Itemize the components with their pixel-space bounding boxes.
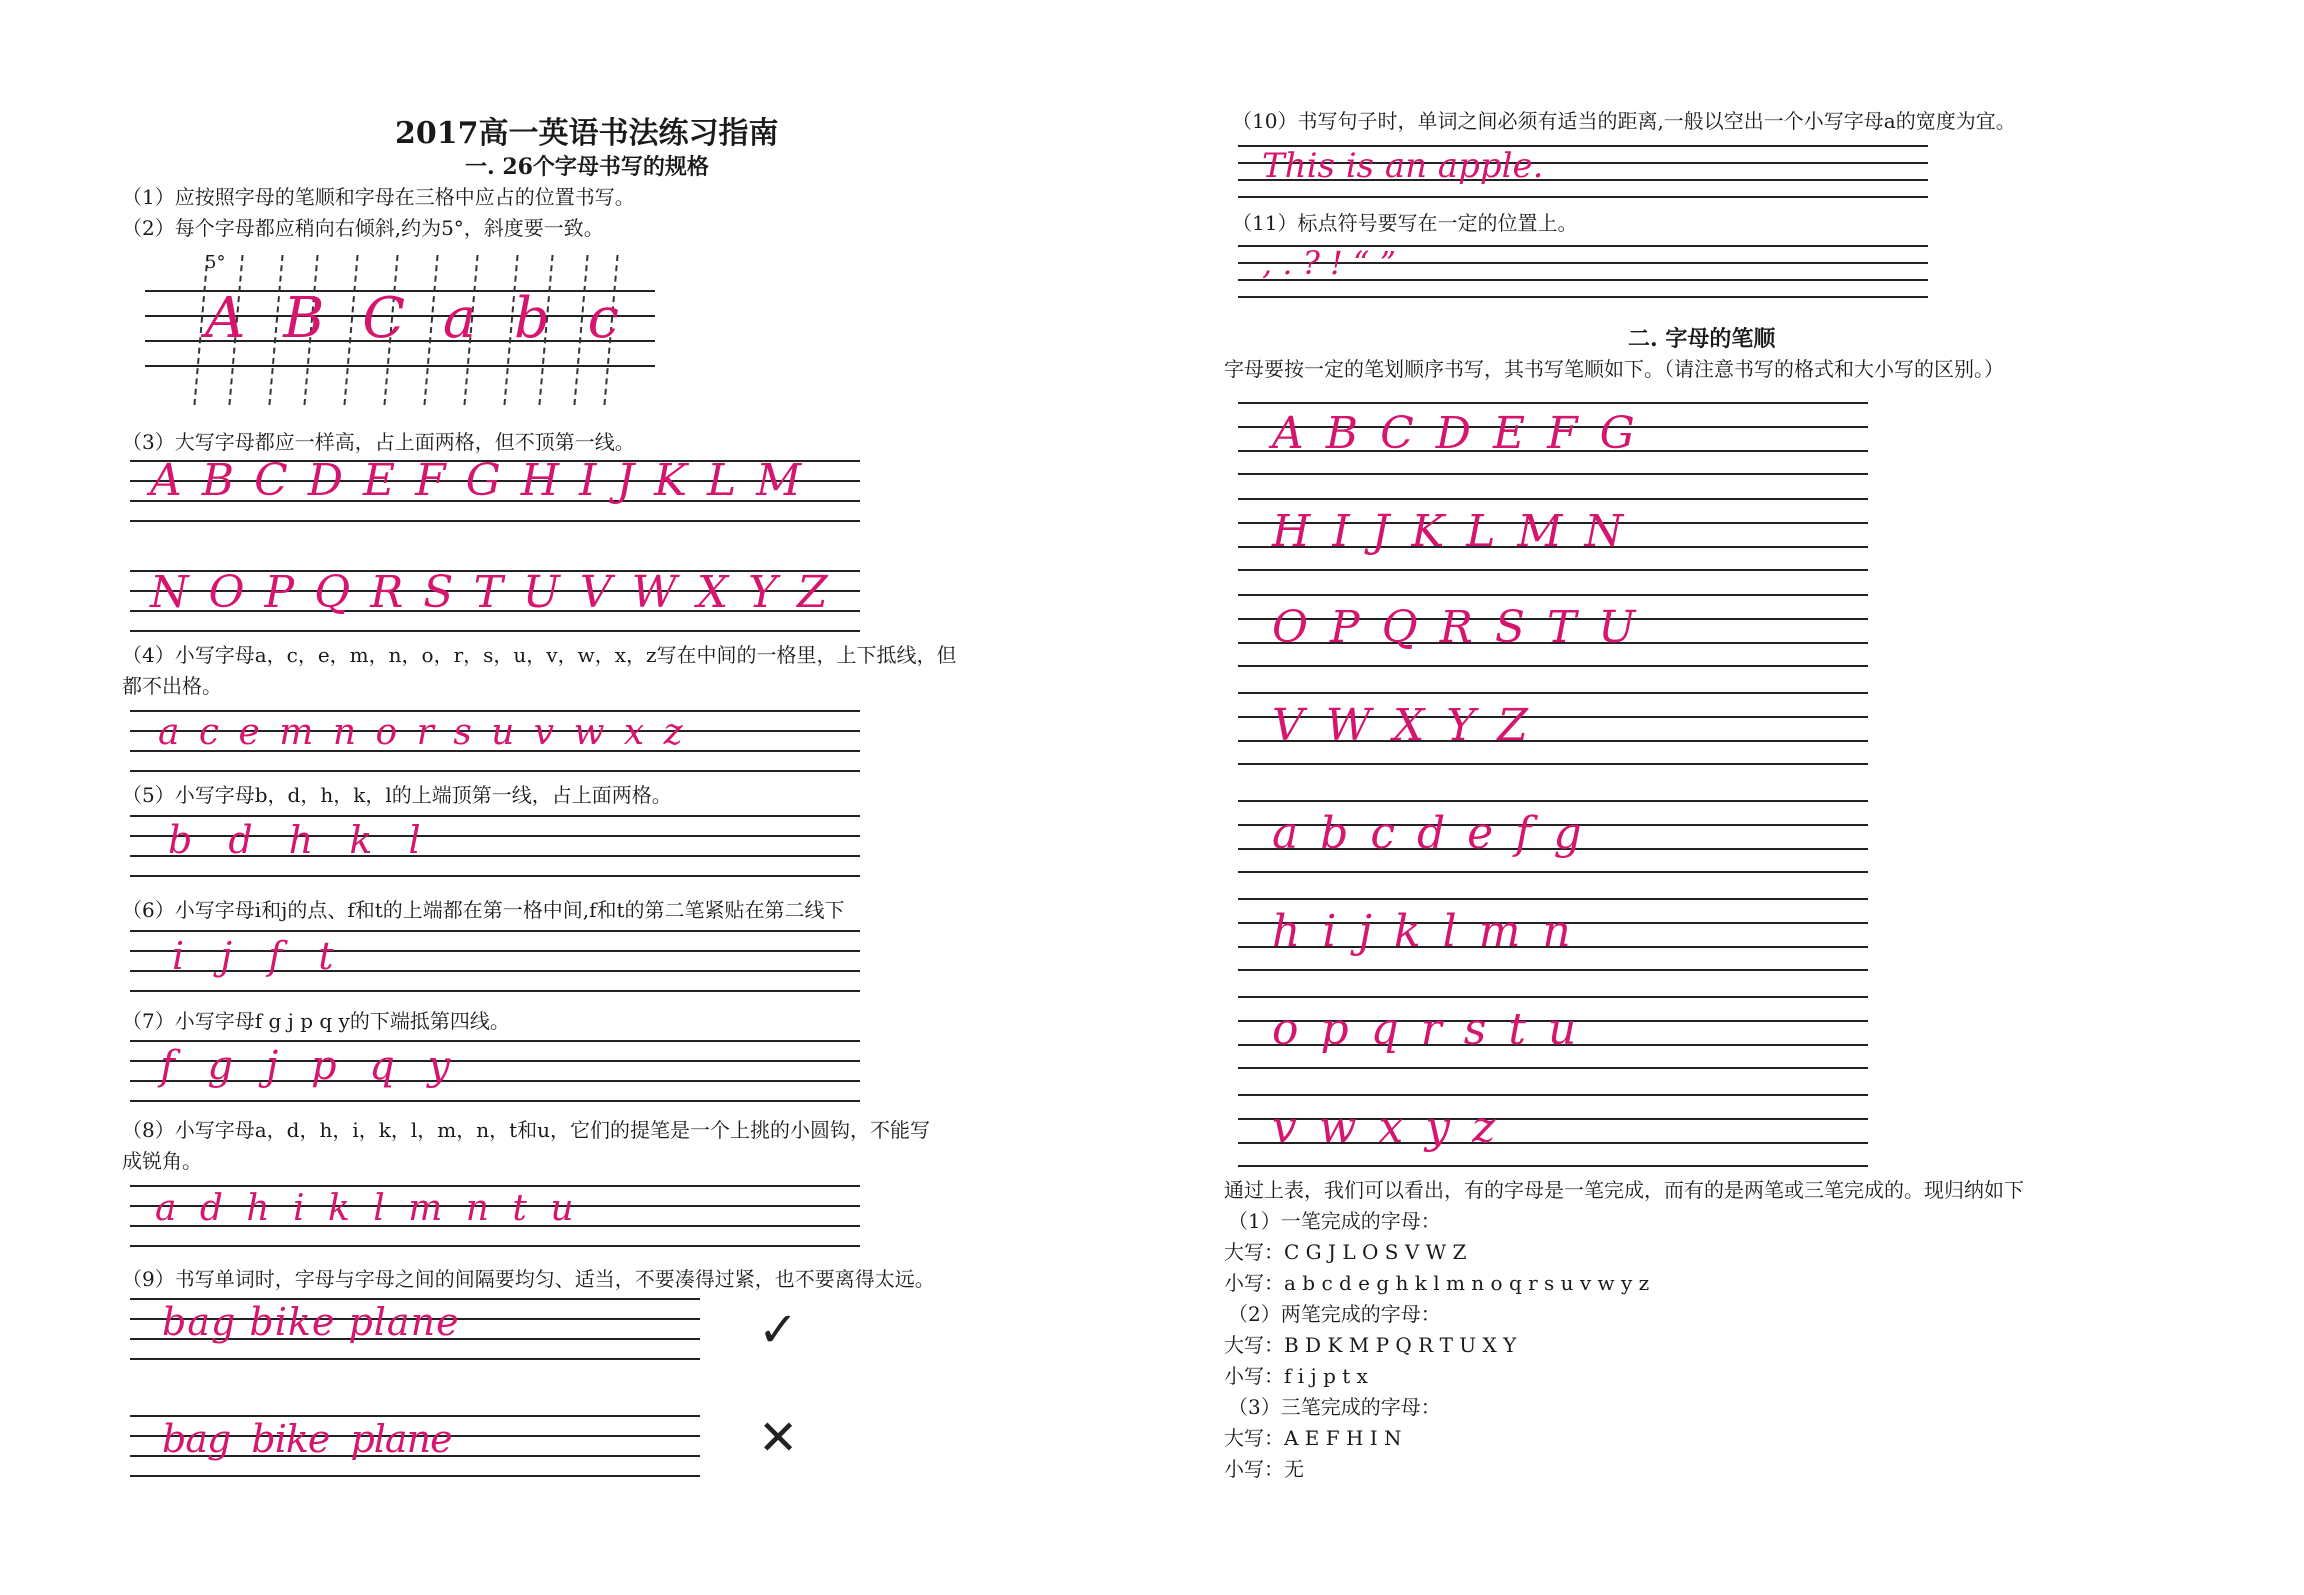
sample-upper-row-2: N O P Q R S T U V W X Y Z [150, 567, 831, 618]
sample-7: f g j p q y [160, 1043, 461, 1089]
stroke-row-7: o p q r s t u [1272, 1004, 1577, 1055]
cross-icon: ✕ [758, 1410, 799, 1466]
three-stroke-heading: （3）三笔完成的字母： [1228, 1395, 1441, 1419]
section2-intro: 字母要按一定的笔划顺序书写，其书写笔顺如下。（请注意书写的格式和大小写的区别。） [1224, 357, 2004, 381]
section2-heading: 二. 字母的笔顺 [1628, 326, 1776, 352]
two-stroke-lower: 小写：f i j p t x [1224, 1364, 1368, 1388]
rule-2: （2）每个字母都应稍向右倾斜,约为5°，斜度要一致。 [122, 216, 604, 240]
rule-3: （3）大写字母都应一样高，占上面两格，但不顶第一线。 [122, 430, 635, 454]
sample-8: a d h i k l m n t u [155, 1188, 580, 1229]
stroke-row-3: O P Q R S T U [1272, 602, 1636, 653]
section1-heading: 一. 26个字母书写的规格 [465, 154, 709, 180]
stroke-row-8: v w x y z [1272, 1102, 1496, 1153]
page-title: 2017高一英语书法练习指南 [395, 116, 779, 151]
slant-sample-letters: A B C a b c [205, 286, 630, 351]
rule-9: （9）书写单词时，字母与字母之间的间隔要均匀、适当，不要凑得过紧，也不要离得太远。 [122, 1267, 935, 1291]
rule-7: （7）小写字母f g j p q y的下端抵第四线。 [122, 1009, 510, 1033]
angle-label: 5° [205, 252, 226, 273]
sample-upper-row-1: A B C D E F G H I J K L M [150, 455, 805, 506]
rule-1: （1）应按照字母的笔顺和字母在三格中应占的位置书写。 [122, 185, 635, 209]
two-stroke-upper: 大写：B D K M P Q R T U X Y [1224, 1333, 1517, 1357]
rule-4-line-2: 都不出格。 [122, 674, 222, 698]
sample-11: , . ? ! “ ” [1262, 244, 1396, 282]
three-stroke-upper: 大写：A E F H I N [1224, 1426, 1402, 1450]
one-stroke-lower: 小写：a b c d e g h k l m n o q r s u v w y z [1224, 1271, 1650, 1295]
check-icon: ✓ [758, 1302, 799, 1358]
rule-5: （5）小写字母b，d，h，k，l的上端顶第一线，占上面两格。 [122, 783, 672, 807]
stroke-row-1: A B C D E F G [1272, 408, 1635, 459]
stroke-row-5: a b c d e f g [1272, 808, 1582, 859]
sample-9-good: bag bike plane [162, 1300, 460, 1344]
sample-5: b d h k l [168, 818, 433, 862]
one-stroke-heading: （1）一笔完成的字母： [1228, 1209, 1441, 1233]
rule-8-line-2: 成锐角。 [122, 1149, 202, 1173]
stroke-row-2: H I J K L M N [1272, 506, 1623, 557]
summary-text: 通过上表，我们可以看出，有的字母是一笔完成，而有的是两笔或三笔完成的。现归纳如下 [1224, 1178, 2024, 1202]
rule-8-line-1: （8）小写字母a，d，h，i，k，l，m，n，t和u，它们的提笔是一个上挑的小圆钩，不能写 [122, 1118, 931, 1142]
rule-10: （10）书写句子时，单词之间必须有适当的距离,一般以空出一个小写字母a的宽度为宜。 [1232, 109, 2016, 133]
rule-6: （6）小写字母i和j的点、f和t的上端都在第一格中间,f和t的第二笔紧贴在第二线下 [122, 898, 845, 922]
sample-10: This is an apple. [1262, 146, 1544, 186]
sample-4: a c e m n o r s u v w x z [158, 712, 687, 753]
two-stroke-heading: （2）两笔完成的字母： [1228, 1302, 1441, 1326]
three-stroke-lower: 小写：无 [1224, 1457, 1304, 1481]
rule-4-line-1: （4）小写字母a，c，e，m，n，o，r，s，u，v，w，x，z写在中间的一格里，上下抵线，但 [122, 643, 957, 667]
rule-11: （11）标点符号要写在一定的位置上。 [1232, 211, 1578, 235]
stroke-row-6: h i j k l m n [1272, 906, 1571, 957]
one-stroke-upper: 大写：C G J L O S V W Z [1224, 1240, 1467, 1264]
stroke-row-4: V W X Y Z [1272, 700, 1528, 751]
sample-6: i j f t [172, 934, 346, 978]
sample-9-bad: bag bike plane [162, 1417, 452, 1461]
